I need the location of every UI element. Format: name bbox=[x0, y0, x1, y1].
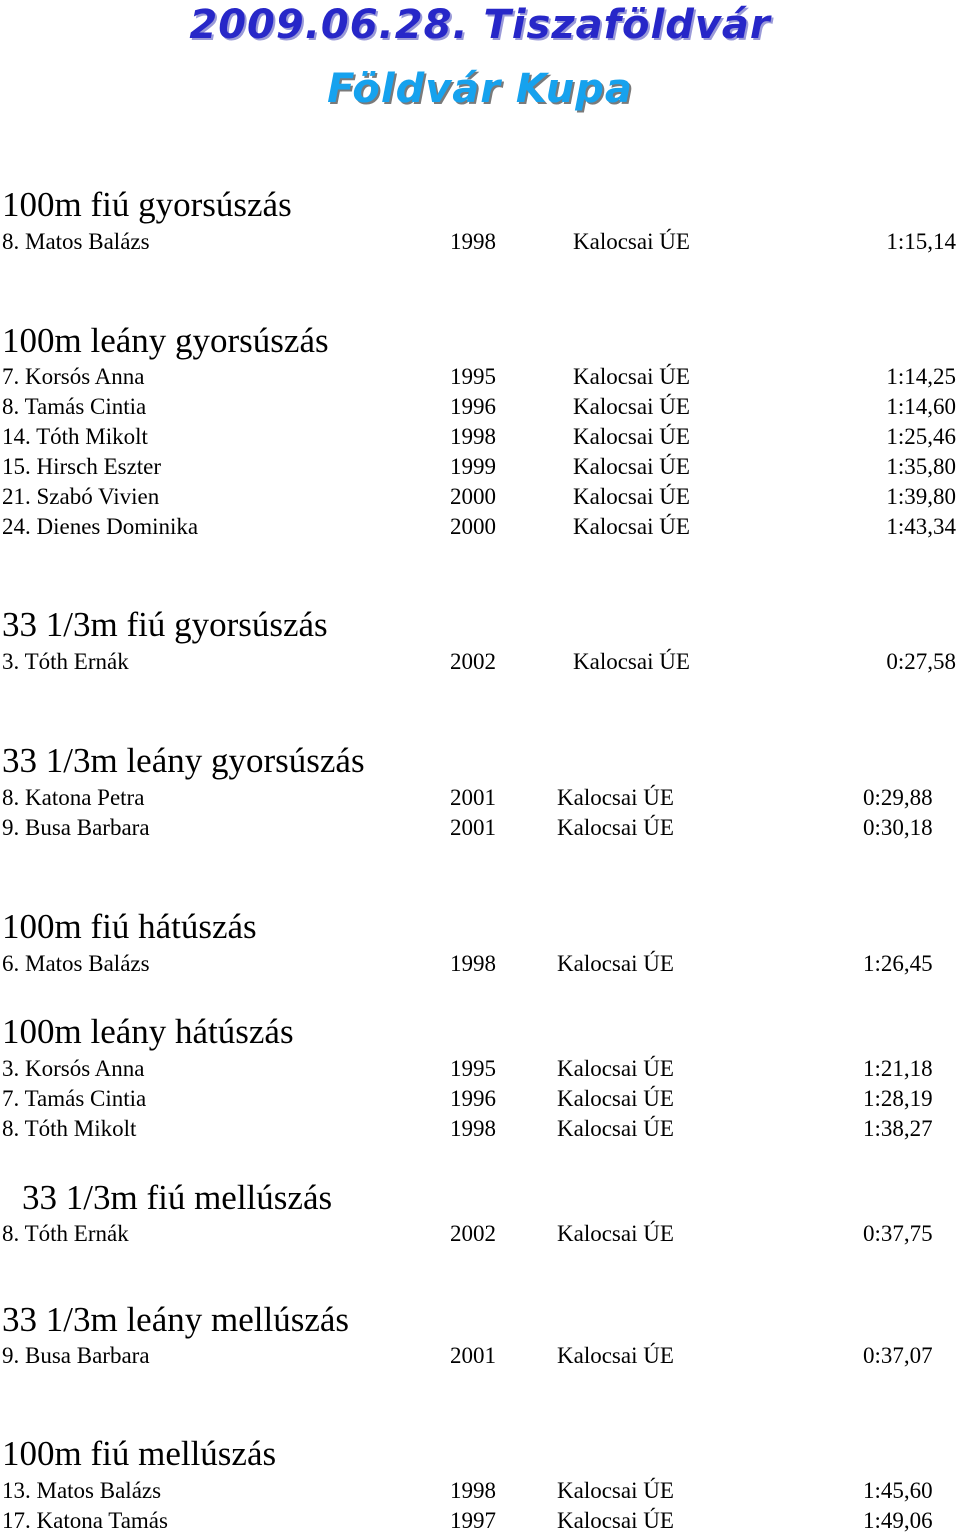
result-time: 1:21,18 bbox=[863, 1056, 933, 1081]
club-name: Kalocsai ÚE bbox=[557, 1056, 674, 1081]
result-row bbox=[0, 1054, 960, 1084]
result-row bbox=[0, 783, 960, 813]
swimmer-name: 8. Tóth Mikolt bbox=[2, 1116, 137, 1141]
birth-year: 1997 bbox=[450, 1508, 496, 1533]
birth-year: 1998 bbox=[450, 229, 496, 254]
club-name: Kalocsai ÚE bbox=[573, 454, 690, 479]
birth-year: 2001 bbox=[450, 815, 496, 840]
club-name: Kalocsai ÚE bbox=[557, 1221, 674, 1246]
club-name: Kalocsai ÚE bbox=[573, 394, 690, 419]
result-time: 1:26,45 bbox=[863, 951, 933, 976]
birth-year: 1998 bbox=[450, 424, 496, 449]
event-heading: 33 1/3m fiú gyorsúszás bbox=[2, 605, 328, 644]
result-row bbox=[0, 949, 960, 979]
swimmer-name: 6. Matos Balázs bbox=[2, 951, 150, 976]
club-name: Kalocsai ÚE bbox=[557, 951, 674, 976]
result-row bbox=[0, 1341, 960, 1371]
birth-year: 1998 bbox=[450, 951, 496, 976]
swimmer-name: 24. Dienes Dominika bbox=[2, 514, 199, 539]
swimmer-name: 14. Tóth Mikolt bbox=[2, 424, 148, 449]
result-row bbox=[0, 392, 960, 422]
birth-year: 2001 bbox=[450, 1343, 496, 1368]
result-time: 1:25,46 bbox=[886, 424, 956, 449]
result-time: 0:37,75 bbox=[863, 1221, 933, 1246]
result-row bbox=[0, 1506, 960, 1536]
swimmer-name: 8. Tóth Ernák bbox=[2, 1221, 129, 1246]
birth-year: 1995 bbox=[450, 1056, 496, 1081]
result-time: 0:27,58 bbox=[886, 649, 956, 674]
birth-year: 1998 bbox=[450, 1116, 496, 1141]
birth-year: 1996 bbox=[450, 394, 496, 419]
event-heading: 100m fiú hátúszás bbox=[2, 907, 257, 946]
result-time: 1:15,14 bbox=[886, 229, 956, 254]
swimmer-name: 17. Katona Tamás bbox=[2, 1508, 168, 1533]
swimmer-name: 8. Tamás Cintia bbox=[2, 394, 147, 419]
birth-year: 1995 bbox=[450, 364, 496, 389]
result-row bbox=[0, 362, 960, 392]
event-heading: 100m fiú mellúszás bbox=[2, 1434, 277, 1473]
club-name: Kalocsai ÚE bbox=[557, 785, 674, 810]
result-time: 1:14,60 bbox=[886, 394, 956, 419]
birth-year: 1996 bbox=[450, 1086, 496, 1111]
swimmer-name: 13. Matos Balázs bbox=[2, 1478, 162, 1503]
page-title: 2009.06.28. Tiszaföldvár bbox=[189, 2, 771, 48]
club-name: Kalocsai ÚE bbox=[557, 1343, 674, 1368]
result-time: 1:39,80 bbox=[886, 484, 956, 509]
page-subtitle: Földvár Kupa bbox=[327, 66, 633, 112]
result-row bbox=[0, 422, 960, 452]
event-heading: 33 1/3m leány mellúszás bbox=[2, 1300, 350, 1339]
result-row bbox=[0, 1084, 960, 1114]
club-name: Kalocsai ÚE bbox=[557, 1478, 674, 1503]
club-name: Kalocsai ÚE bbox=[557, 1116, 674, 1141]
result-time: 0:30,18 bbox=[863, 815, 933, 840]
club-name: Kalocsai ÚE bbox=[573, 364, 690, 389]
swimmer-name: 8. Matos Balázs bbox=[2, 229, 150, 254]
result-row bbox=[0, 482, 960, 512]
club-name: Kalocsai ÚE bbox=[573, 484, 690, 509]
result-time: 1:43,34 bbox=[886, 514, 956, 539]
club-name: Kalocsai ÚE bbox=[557, 1508, 674, 1533]
club-name: Kalocsai ÚE bbox=[573, 649, 690, 674]
swimmer-name: 9. Busa Barbara bbox=[2, 815, 150, 840]
swimmer-name: 3. Korsós Anna bbox=[2, 1056, 145, 1081]
swimmer-name: 7. Korsós Anna bbox=[2, 364, 145, 389]
result-time: 1:38,27 bbox=[863, 1116, 933, 1141]
result-time: 1:49,06 bbox=[863, 1508, 933, 1533]
club-name: Kalocsai ÚE bbox=[573, 514, 690, 539]
event-heading: 33 1/3m leány gyorsúszás bbox=[2, 741, 365, 780]
swimmer-name: 8. Katona Petra bbox=[2, 785, 145, 810]
result-row bbox=[0, 1219, 960, 1249]
club-name: Kalocsai ÚE bbox=[557, 1086, 674, 1111]
result-time: 0:37,07 bbox=[863, 1343, 933, 1368]
swimmer-name: 7. Tamás Cintia bbox=[2, 1086, 147, 1111]
result-time: 1:28,19 bbox=[863, 1086, 933, 1111]
result-time: 1:45,60 bbox=[863, 1478, 933, 1503]
club-name: Kalocsai ÚE bbox=[573, 229, 690, 254]
birth-year: 2002 bbox=[450, 1221, 496, 1246]
result-row bbox=[0, 647, 960, 677]
birth-year: 1999 bbox=[450, 454, 496, 479]
event-heading: 100m fiú gyorsúszás bbox=[2, 185, 292, 224]
event-heading: 100m leány hátúszás bbox=[2, 1012, 294, 1051]
swimmer-name: 15. Hirsch Eszter bbox=[2, 454, 162, 479]
birth-year: 2002 bbox=[450, 649, 496, 674]
result-time: 1:35,80 bbox=[886, 454, 956, 479]
event-heading: 100m leány gyorsúszás bbox=[2, 321, 329, 360]
swimmer-name: 3. Tóth Ernák bbox=[2, 649, 129, 674]
swimmer-name: 9. Busa Barbara bbox=[2, 1343, 150, 1368]
result-row bbox=[0, 227, 960, 257]
result-row bbox=[0, 452, 960, 482]
result-row bbox=[0, 813, 960, 843]
birth-year: 2001 bbox=[450, 785, 496, 810]
result-row bbox=[0, 1476, 960, 1506]
birth-year: 2000 bbox=[450, 484, 496, 509]
club-name: Kalocsai ÚE bbox=[557, 815, 674, 840]
result-row bbox=[0, 512, 960, 542]
club-name: Kalocsai ÚE bbox=[573, 424, 690, 449]
result-time: 0:29,88 bbox=[863, 785, 933, 810]
result-row bbox=[0, 1114, 960, 1144]
event-heading: 33 1/3m fiú mellúszás bbox=[22, 1178, 333, 1217]
birth-year: 2000 bbox=[450, 514, 496, 539]
swimmer-name: 21. Szabó Vivien bbox=[2, 484, 160, 509]
birth-year: 1998 bbox=[450, 1478, 496, 1503]
result-time: 1:14,25 bbox=[886, 364, 956, 389]
